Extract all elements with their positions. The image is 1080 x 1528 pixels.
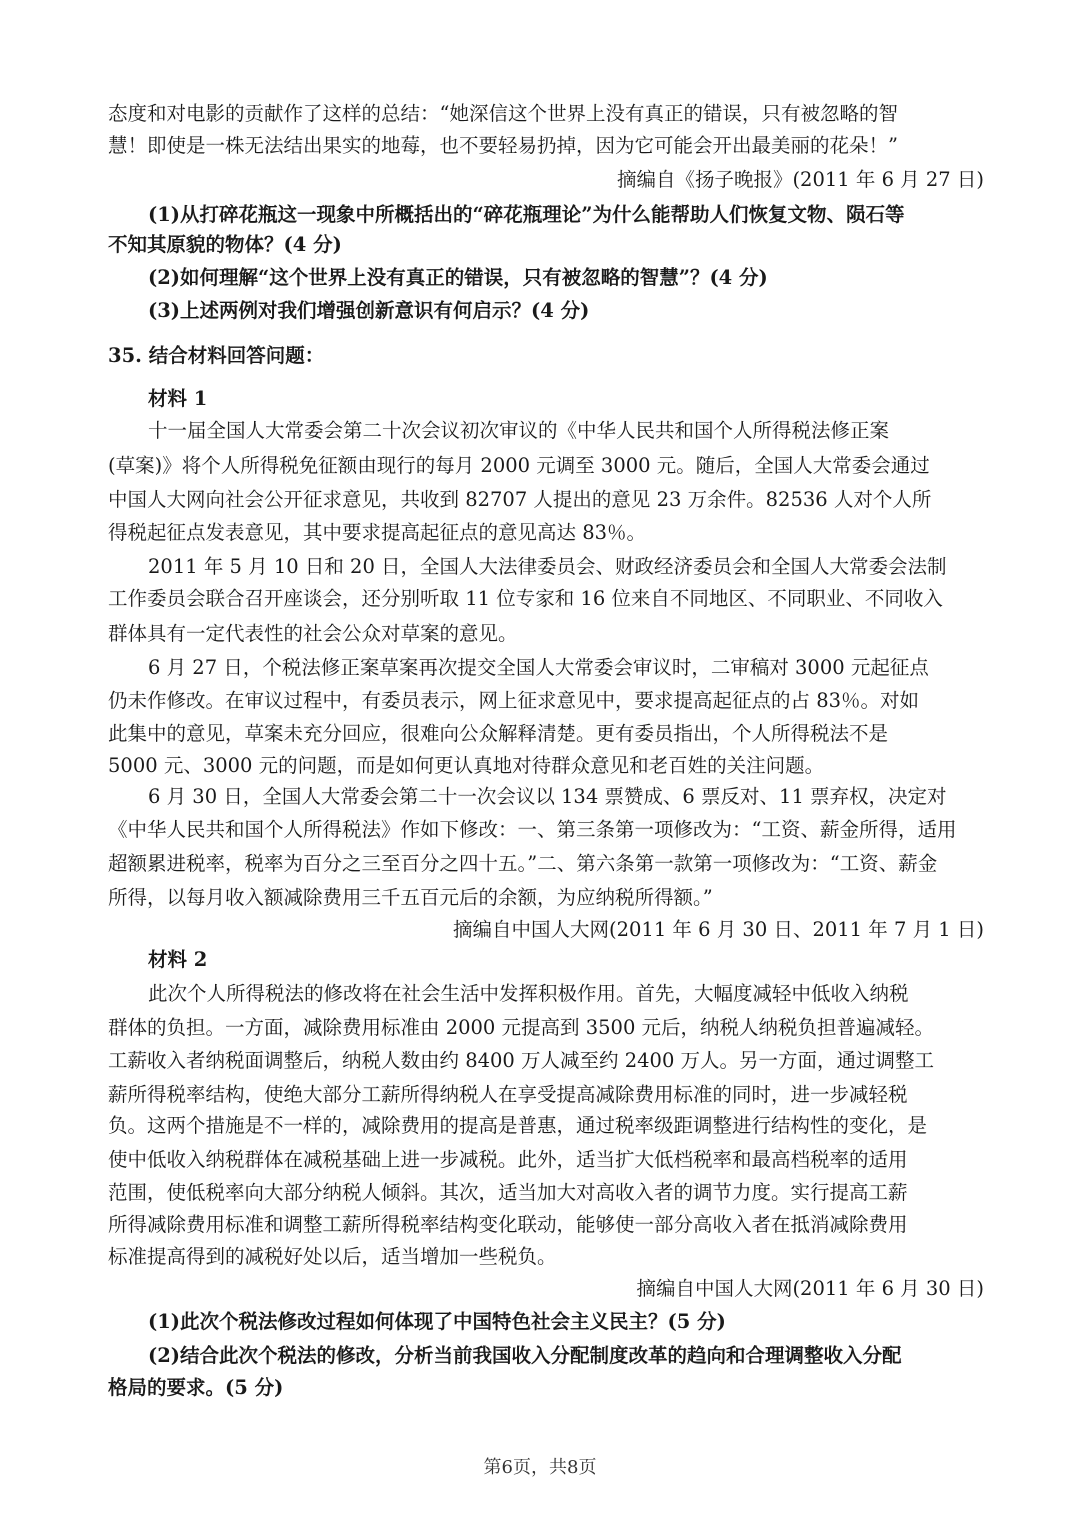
material1-line: 所得，以每月收入额减除费用三千五百元后的余额，为应纳税所得额。” [108,886,713,909]
material1-line: (草案)》将个人所得税免征额由现行的每月 2000 元调至 3000 元。随后，全国人大常委会通过 [108,454,930,477]
intro-line: 态度和对电影的贡献作了这样的总结：“她深信这个世界上没有真正的错误，只有被忽略的智 [108,102,898,125]
material1-heading: 材料 1 [148,387,208,410]
material2-line: 薪所得税率结构，使绝大部分工薪所得纳税人在享受提高减除费用标准的同时，进一步减轻税 [108,1083,908,1106]
material2-line: 标准提高得到的减税好处以后，适当增加一些税负。 [108,1245,557,1268]
q35-sub1: (1)此次个税法修改过程如何体现了中国特色社会主义民主？(5 分) [148,1310,726,1333]
page-number: 第6页，共8页 [483,1457,597,1478]
material2-heading: 材料 2 [148,948,208,971]
q35-sub2-line: 格局的要求。(5 分) [108,1376,284,1399]
material2-line: 此次个人所得税法的修改将在社会生活中发挥积极作用。首先，大幅度减轻中低收入纳税 [148,982,909,1005]
material1-line: 6 月 27 日，个税法修正案草案再次提交全国人大常委会审议时，二审稿对 3000 元起征点 [148,656,929,679]
material1-line: 十一届全国人大常委会第二十次会议初次审议的《中华人民共和国个人所得税法修正案 [148,419,890,442]
material1-line: 6 月 30 日，全国人大常委会第二十一次会议以 134 票赞成、6 票反对、11 票弃权，决定对 [148,785,947,808]
intro-source: 摘编自《扬子晚报》(2011 年 6 月 27 日) [616,168,984,191]
material2-source: 摘编自中国人大网(2011 年 6 月 30 日) [636,1277,984,1300]
material1-line: 工作委员会联合召开座谈会，还分别听取 11 位专家和 16 位来自不同地区、不同职业、不同收入 [108,587,943,610]
material2-line: 工薪收入者纳税面调整后，纳税人数由约 8400 万人减至约 2400 万人。另一方面，通过调整工 [108,1049,935,1072]
material1-line: 5000 元、3000 元的问题，而是如何更认真地对待群众意见和老百姓的关注问题。 [108,754,825,777]
material2-line: 群体的负担。一方面，减除费用标准由 2000 元提高到 3500 元后，纳税人纳税负担普遍减轻。 [108,1016,935,1039]
q34-sub2: (2)如何理解“这个世界上没有真正的错误，只有被忽略的智慧”？(4 分) [148,266,768,289]
material1-line: 《中华人民共和国个人所得税法》作如下修改：一、第三条第一项修改为：“工资、薪金所得，适用 [108,818,957,841]
material1-line: 超额累进税率，税率为百分之三至百分之四十五。”二、第六条第一款第一项修改为：“工资、薪金 [108,852,938,875]
material2-line: 范围，使低税率向大部分纳税人倾斜。其次，适当加大对高收入者的调节力度。实行提高工薪 [108,1181,908,1204]
material1-source: 摘编自中国人大网(2011 年 6 月 30 日、2011 年 7 月 1 日) [453,918,984,941]
material1-line: 得税起征点发表意见，其中要求提高起征点的意见高达 83％。 [108,521,647,544]
q35-title: 35. 结合材料回答问题： [108,344,325,367]
q35-sub2-line: (2)结合此次个税法的修改，分析当前我国收入分配制度改革的趋向和合理调整收入分配 [148,1344,902,1367]
material1-line: 中国人大网向社会公开征求意见，共收到 82707 人提出的意见 23 万余件。82536 人对个人所 [108,488,932,511]
material1-line: 此集中的意见，草案未充分回应，很难向公众解释清楚。更有委员指出，个人所得税法不是 [108,722,889,745]
material1-line: 仍未作修改。在审议过程中，有委员表示，网上征求意见中，要求提高起征点的占 83％。对如 [108,689,920,712]
intro-line: 慧！即使是一株无法结出果实的地莓，也不要轻易扔掉，因为它可能会开出最美丽的花朵！” [108,134,898,157]
material1-line: 群体具有一定代表性的社会公众对草案的意见。 [108,622,518,645]
material2-line: 负。这两个措施是不一样的，减除费用的提高是普惠，通过税率级距调整进行结构性的变化，是 [108,1114,928,1137]
q34-sub1-line: (1)从打碎花瓶这一现象中所概括出的“碎花瓶理论”为什么能帮助人们恢复文物、陨石等 [148,203,905,226]
material2-line: 使中低收入纳税群体在减税基础上进一步减税。此外，适当扩大低档税率和最高档税率的适用 [108,1148,908,1171]
q34-sub3: (3)上述两例对我们增强创新意识有何启示？(4 分) [148,299,590,322]
material2-line: 所得减除费用标准和调整工薪所得税率结构变化联动，能够使一部分高收入者在抵消减除费用 [108,1213,908,1236]
material1-line: 2011 年 5 月 10 日和 20 日，全国人大法律委员会、财政经济委员会和全国人大常委会法制 [148,555,947,578]
q34-sub1-line: 不知其原貌的物体？(4 分) [108,233,342,256]
